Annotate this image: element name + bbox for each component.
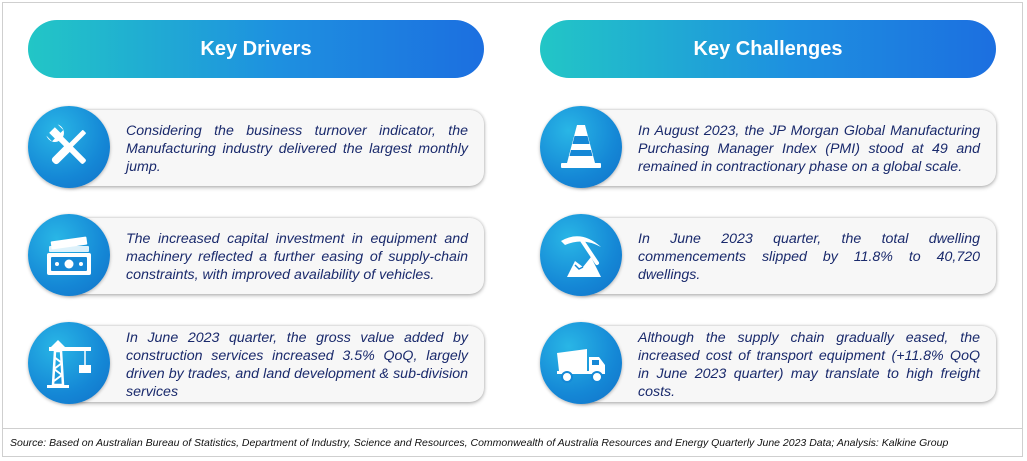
challenge-item-3 — [540, 318, 996, 408]
driver-item-2 — [28, 210, 484, 300]
key-challenges-title: Key Challenges — [693, 37, 843, 60]
dump-truck-icon — [540, 322, 622, 404]
key-challenges-header — [540, 20, 996, 78]
source-text: Source: Based on Australian Bureau of Statistics, Department of Industry, Science and Resources, Commonwealth of Australia Resources and Energy Quarterly June 2023 Data; Analysis: Kalkine Group — [10, 437, 949, 449]
challenge-text: Although the supply chain gradually eased, the increased cost of transport equipment (+11.8% QoQ in June 2023 quarter) may translate to high freight costs. — [638, 330, 980, 400]
challenge-text: In August 2023, the JP Morgan Global Manufacturing Purchasing Manager Index (PMI) stood at 49 and remained in contractionary phase on a global scale. — [638, 123, 980, 175]
traffic-cone-icon — [540, 106, 622, 188]
driver-item-3 — [28, 318, 484, 408]
source-footer — [2, 428, 1023, 457]
key-drivers-title: Key Drivers — [200, 37, 312, 60]
driver-item-1 — [28, 102, 484, 192]
driver-text: The increased capital investment in equipment and machinery reflected a further easing of supply-chain constraints, with improved availability of vehicles. — [126, 231, 468, 283]
pickaxe-icon — [540, 214, 622, 296]
challenge-item-1 — [540, 102, 996, 192]
challenge-item-2 — [540, 210, 996, 300]
challenge-text: In June 2023 quarter, the total dwelling commencements slipped by 11.8% to 40,720 dwellings. — [638, 231, 980, 283]
driver-text: Considering the business turnover indicator, the Manufacturing industry delivered the largest monthly jump. — [126, 123, 468, 175]
crane-icon — [28, 322, 110, 404]
cash-icon — [28, 214, 110, 296]
tools-icon — [28, 106, 110, 188]
key-drivers-column — [28, 20, 484, 400]
key-drivers-header — [28, 20, 484, 78]
driver-text: In June 2023 quarter, the gross value added by construction services increased 3.5% QoQ, largely driven by trades, and land development & sub-division services — [126, 330, 468, 400]
key-challenges-column — [540, 20, 996, 400]
